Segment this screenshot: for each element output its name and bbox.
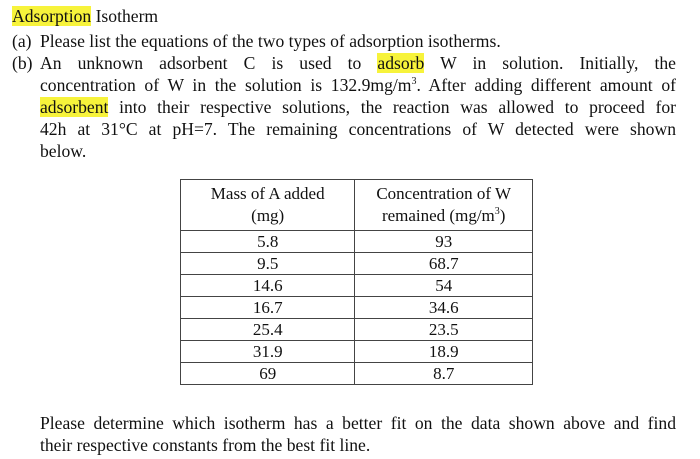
mass-cell: 25.4 [181,319,355,341]
highlighted-word: adsorbent [40,97,109,117]
part-b-line-2-post: . After adding different amount of [416,75,676,95]
part-b-line-1-pre: An unknown adsorbent C is used to [40,53,378,73]
table-row [181,341,533,363]
mass-cell: 14.6 [181,275,355,297]
concentration-cell: 8.7 [355,363,533,385]
table-row [181,231,533,253]
part-b-line-3-post: into their respective solutions, the reaction was allowed to proceed for [108,97,676,117]
page-title [12,5,158,27]
part-b-line-2 [40,74,676,96]
concentration-cell: 54 [355,275,533,297]
part-b-marker: (b) [12,53,33,73]
table-row [181,363,533,385]
concentration-cell: 23.5 [355,319,533,341]
concentration-cell: 18.9 [355,341,533,363]
table-row [181,253,533,275]
part-a-marker: (a) [12,31,32,51]
part-b-line-1-post: W in solution. Initially, the [424,53,676,73]
mass-cell: 5.8 [181,231,355,253]
concentration-cell: 34.6 [355,297,533,319]
part-b-line-2-pre: concentration of W in the solution is 132.9mg/m [40,75,412,95]
concentration-cell: 93 [355,231,533,253]
part-b-line-4-text: 42h at 31°C at pH=7. The remaining concentrations of W detected were shown [40,119,676,139]
mass-cell: 16.7 [181,297,355,319]
table-row [181,275,533,297]
footer-line-1: Please determine which isotherm has a better fit on the data shown above and find [40,413,676,433]
header-concentration: Concentration of W remained $(mg/m^3)$ [355,180,533,231]
table-row [181,297,533,319]
part-a [12,30,501,52]
part-a-text: Please list the equations of the two types of adsorption isotherms. [39,31,501,51]
title-rest: Isotherm [91,6,159,26]
highlighted-word: Adsorption [12,6,92,26]
concentration-cell: 68.7 [355,253,533,275]
table-header-row [181,180,533,231]
header-mass: Mass of A added (mg) [181,180,355,231]
footer-line-2: their respective constants from the best fit line. [40,435,371,455]
part-b-line-3 [40,96,676,118]
mass-cell: 9.5 [181,253,355,275]
data-table [180,179,533,385]
part-b-line-4 [40,118,676,140]
superscript: 3 [411,76,417,87]
mass-cell: 31.9 [181,341,355,363]
part-b-line-5: below. [40,141,87,161]
highlighted-word: adsorb [377,53,425,73]
mass-cell: 69 [181,363,355,385]
table-row [181,319,533,341]
part-b-line-1 [40,52,676,74]
